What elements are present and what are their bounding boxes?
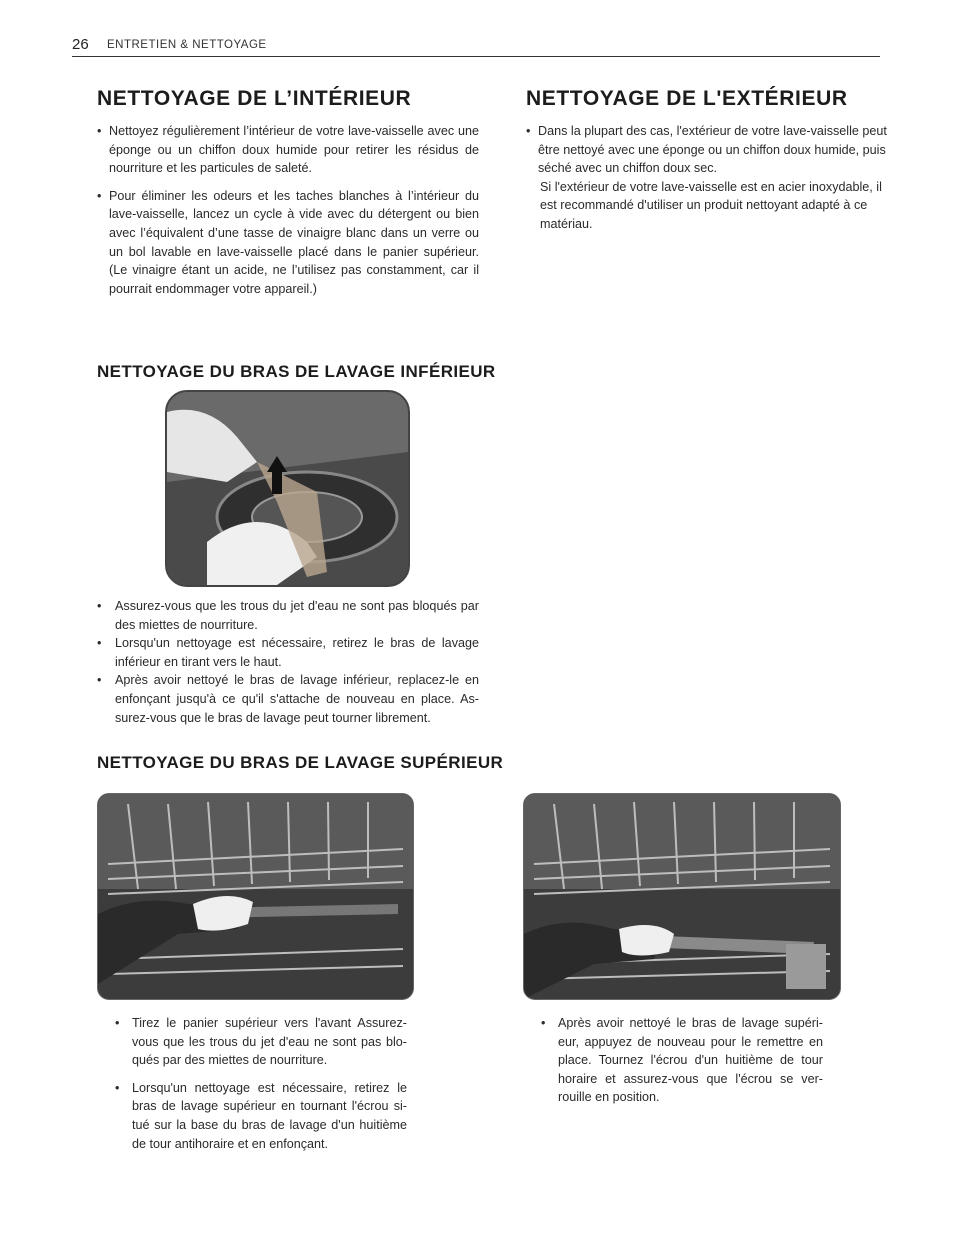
upper-arm-left-bullets	[115, 1014, 407, 1162]
lower-arm-bullets	[97, 597, 479, 727]
interior-bullet-1: • Nettoyez régulièrement l’intérieur de votre lave-vaisselle avec une éponge ou un chiffon doux humide pour retirer les résidus de nourriture et les particules de saleté.	[97, 122, 479, 178]
upper-arm-photo-left	[97, 793, 414, 1000]
lower-arm-bullet-1: • Assurez-vous que les trous du jet d'eau ne sont pas bloqués par des miettes de nourriture.	[97, 597, 479, 634]
page-number: 26	[72, 36, 89, 53]
interior-title: NETTOYAGE DE L’INTÉRIEUR	[97, 87, 412, 110]
upper-arm-left-bullet-1: • Tirez le panier supérieur vers l'avant Assurez-vous que les trous du jet d'eau ne sont pas blo-qués par des miettes de nourriture.	[115, 1014, 407, 1070]
upper-arm-right-bullets	[541, 1014, 823, 1107]
interior-bullet-2: • Pour éliminer les odeurs et les taches blanches à l’intérieur du lave-vaisselle, lancez un cycle à vide avec du détergent ou bien avec l’équivalent d’une tasse de vinaigre blanc dans un verre ou un bol lavable en lave-vaisselle placé dans le panier supérieur. (Le vinaigre étant un acide, ne l’utilisez pas constamment, car il pourrait endommager votre appareil.)	[97, 187, 479, 299]
lower-arm-bullet-3: • Après avoir nettoyé le bras de lavage inférieur, replacez-le en enfonçant jusqu'à ce qu'il s'attache de nouveau en place. As-surez-vous que le bras de lavage peut tourner librement.	[97, 671, 479, 727]
upper-arm-right-bullet-1: • Après avoir nettoyé le bras de lavage supéri-eur, appuyez de nouveau pour le remettre en place. Tournez l'écrou d'un huitième de tour horaire et assurez-vous que l'écrou se ver-rouille en position.	[541, 1014, 823, 1107]
lower-arm-photo	[165, 390, 410, 587]
header-rule	[72, 56, 880, 57]
exterior-title: NETTOYAGE DE L'EXTÉRIEUR	[526, 87, 848, 110]
lower-arm-bullet-2: • Lorsqu'un nettoyage est nécessaire, retirez le bras de lavage inférieur en tirant vers le haut.	[97, 634, 479, 671]
upper-arm-left-bullet-2: • Lorsqu'un nettoyage est nécessaire, retirez le bras de lavage supérieur en tournant l'écrou si-tué sur la base du bras de lavage d'un huitième de tour antihoraire et en enfonçant.	[115, 1079, 407, 1153]
exterior-bullet: • Dans la plupart des cas, l'extérieur de votre lave-vaisselle peut être nettoyé avec une éponge ou un chiffon doux humide, puis séché avec un chiffon doux sec.	[526, 122, 888, 178]
interior-bullets	[97, 122, 479, 307]
upper-arm-title: NETTOYAGE DU BRAS DE LAVAGE SUPÉRIEUR	[97, 753, 504, 772]
section-title: ENTRETIEN & NETTOYAGE	[107, 39, 267, 51]
exterior-note: Si l'extérieur de votre lave-vaisselle est en acier inoxydable, il est recommandé d'utiliser un produit nettoyant adapté à ce matériau.	[540, 179, 882, 231]
lower-arm-title: NETTOYAGE DU BRAS DE LAVAGE INFÉRIEUR	[97, 362, 496, 381]
upper-arm-photo-right	[523, 793, 841, 1000]
exterior-block	[526, 122, 888, 234]
